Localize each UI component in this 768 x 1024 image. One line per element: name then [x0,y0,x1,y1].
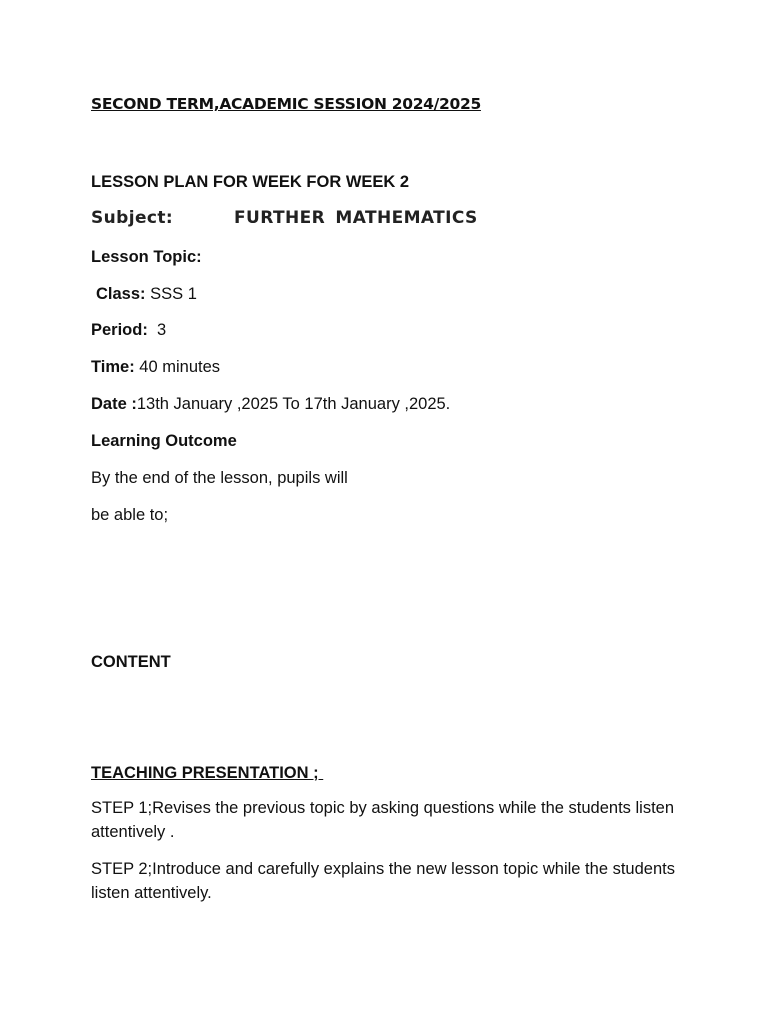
period-row [91,320,166,340]
date-label: Date : [91,395,137,413]
class-label: Class: [96,285,146,303]
time-label: Time: [91,358,135,376]
class-row [96,284,197,304]
subject-label: Subject: [91,208,174,228]
subject-row [91,208,478,228]
class-value: SSS 1 [145,285,197,303]
teaching-step-1: STEP 1;Revises the previous topic by asking questions while the students listen attentively . [91,799,675,841]
teaching-presentation-heading: TEACHING PRESENTATION ; [91,764,324,782]
lesson-plan-title: LESSON PLAN FOR WEEK FOR WEEK 2 [91,173,410,191]
learning-outcome-line-1: By the end of the lesson, pupils will [91,469,348,487]
period-value: 3 [147,321,167,339]
date-value: 13th January ,2025 To 17th January ,2025. [136,395,451,413]
content-heading: CONTENT [91,653,171,671]
date-row [91,394,450,414]
time-row [91,357,220,377]
term-header: SECOND TERM,ACADEMIC SESSION 2024/2025 [91,95,481,113]
time-value: 40 minutes [134,358,221,376]
learning-outcome-heading: Learning Outcome [91,432,237,450]
learning-outcome-line-2: be able to; [91,506,169,524]
lesson-topic-label: Lesson Topic: [91,248,202,266]
period-label: Period: [91,321,148,339]
subject-value: FURTHER MATHEMATICS [234,208,478,228]
teaching-step-2: STEP 2;Introduce and carefully explains the new lesson topic while the students listen attentively. [91,860,675,902]
